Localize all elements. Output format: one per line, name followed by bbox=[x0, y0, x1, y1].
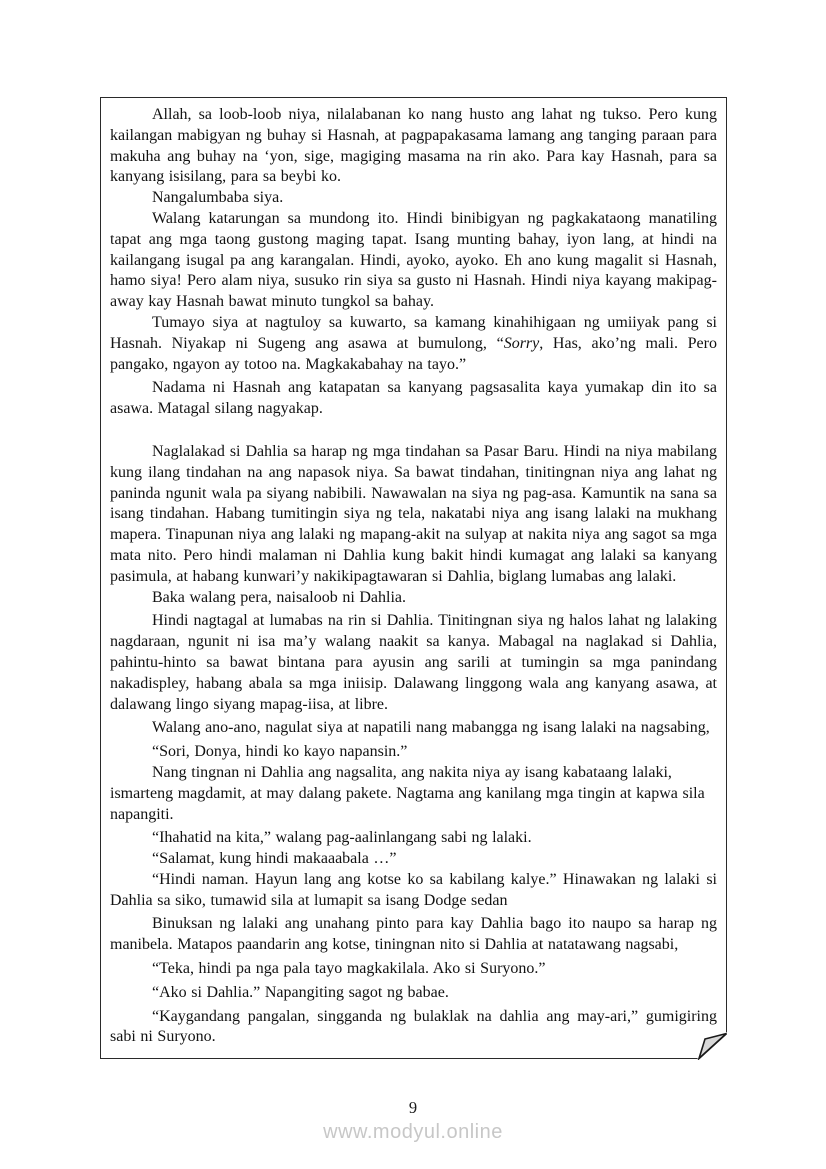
story-paragraph: “Salamat, kung hindi makaaabala …” bbox=[152, 850, 397, 868]
story-paragraph: Nadama ni Hasnah ang katapatan sa kanyang pagsasalita kaya yumakap din ito sa asawa. Matagal silang nagyakap. bbox=[110, 379, 717, 418]
story-paragraph bbox=[110, 313, 717, 375]
story-paragraph: “Kaygandang pangalan, singganda ng bulaklak na dahlia ang may-ari,” gumigiring sabi ni Suryono. bbox=[110, 1007, 717, 1046]
story-text-box bbox=[100, 97, 727, 1059]
paragraph-line: Nang tingnan ni Dahlia ang nagsalita, ang nakita niya ay isang kabataang lalaki, bbox=[152, 763, 672, 781]
story-paragraph: “Ako si Dahlia.” Napangiting sagot ng babae. bbox=[152, 983, 449, 1001]
story-paragraph: Hindi nagtagal at lumabas na rin si Dahlia. Tinitingnan siya ng halos lahat ng lalaking nagdaraan, ngunit ni isa ma’y walang naakit sa kanya. Mabagal na naglakad si Dahlia, pahintu-hinto sa bawat bintana para ayusin ang sarili at tumingin sa mga panindang nakadispley, habang abala sa mga iniisip. Dalawang linggong wala ang kanyang asawa, at dalawang lingo siyang mapag-iisa, at libre. bbox=[110, 612, 717, 713]
page-curl-icon bbox=[678, 1016, 728, 1060]
paragraph-line: napangiti. bbox=[110, 805, 174, 823]
story-paragraph: Binuksan ng lalaki ang unahang pinto para kay Dahlia bago ito naupo sa harap ng manibela. Matapos paandarin ang kotse, tiningnan nito si Dahlia at natatawang nagsabi, bbox=[110, 915, 717, 954]
story-paragraph: Walang ano-ano, nagulat siya at napatili nang mabangga ng isang lalaki na nagsabing, bbox=[152, 719, 710, 737]
story-paragraph: Walang katarungan sa mundong ito. Hindi binibigyan ng pagkakataong manatiling tapat ang mga taong gustong maging tapat. Isang munting bahay, iyon lang, at hindi na kailangang isugal pa ang karangalan. Hindi, ayoko, ayoko. Eh ano kung magalit si Hasnah, hamo siya! Pero alam niya, susuko rin siya sa gusto ni Hasnah. Hindi niya kayang makipag-away kay Hasnah bawat minuto tungkol sa bahay. bbox=[110, 209, 717, 311]
story-paragraph: Naglalakad si Dahlia sa harap ng mga tindahan sa Pasar Baru. Hindi na niya mabilang kung ilang tindahan na ang napasok niya. Sa bawat tindahan, tinitingnan niya ang lahat ng paninda ngunit wala pa siyang nabibili. Nawawalan na siya ng pag-asa. Kamuntik na sana sa isang tindahan. Habang tumitingin siya ng tela, nakatabi niya ang isang lalaki na mukhang mapera. Tinapunan niya ang lalaki ng mapang-akit na sulyap at nakita niya ang sagot sa mga mata nito. Pero hindi malaman ni Dahlia kung bakit hindi kumagat ang lalaki sa kanyang pasimula, at habang kunwari’y nakikipagtawaran si Dahlia, biglang lumabas ang lalaki. bbox=[110, 442, 717, 585]
story-paragraph: Allah, sa loob-loob niya, nilalabanan ko nang husto ang lahat ng tukso. Pero kung kailangan mabigyan ng buhay si Hasnah, at pagpapakasama lamang ang tanging paraan para makuha ang buhay na ‘yon, sige, magiging masama na rin ako. Para kay Hasnah, para sa kanyang isisilang, para sa beybi ko. bbox=[110, 106, 717, 186]
story-paragraph bbox=[110, 763, 717, 825]
story-paragraph: Baka walang pera, naisaloob ni Dahlia. bbox=[152, 588, 407, 606]
paragraph-text: , Has, ako’ng mali. Pero pangako, ngayon ay totoo na. Magkakabahay na tayo.” bbox=[110, 334, 717, 373]
italic-word: Sorry bbox=[503, 334, 540, 352]
paragraph-text: Tumayo siya at nagtuloy sa kuwarto, sa kamang kinahihigaan ng umiiyak pang si Hasnah. Niyakap ni Sugeng ang asawa at bumulong, “ bbox=[110, 313, 717, 352]
story-paragraph: “Ihahatid na kita,” walang pag-aalinlangang sabi ng lalaki. bbox=[152, 829, 532, 847]
paragraph-line: ismarteng magdamit, at may dalang pakete. Nagtama ang kanilang mga tingin at kapwa sila bbox=[110, 784, 705, 802]
story-paragraph: “Sori, Donya, hindi ko kayo napansin.” bbox=[152, 743, 408, 761]
page-number: 9 bbox=[408, 1098, 418, 1117]
story-paragraph: “Teka, hindi pa nga pala tayo magkakilala. Ako si Suryono.” bbox=[152, 960, 546, 978]
watermark-text: www.modyul.online bbox=[323, 1121, 503, 1143]
story-paragraph: “Hindi naman. Hayun lang ang kotse ko sa kabilang kalye.” Hinawakan ng lalaki si Dahlia sa siko, tumawid sila at lumapit sa isang Dodge sedan bbox=[110, 870, 717, 909]
story-paragraph: Nangalumbaba siya. bbox=[152, 189, 284, 207]
